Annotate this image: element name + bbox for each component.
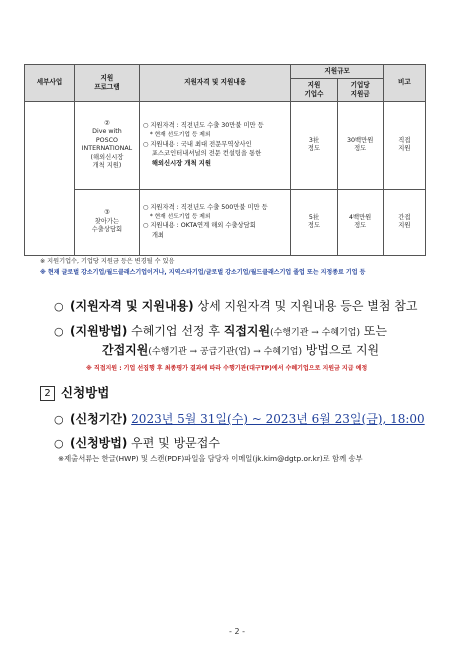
bullet-qualification <box>54 297 417 314</box>
qual-line: * 현재 선도기업 등 제외 <box>149 131 211 138</box>
type-cell-empty <box>25 101 75 255</box>
indirect-support-flow: (수행기관 → 공급기관(업) → 수혜기업) <box>148 347 302 357</box>
program-line: Dive with <box>92 128 122 136</box>
header-program <box>75 65 140 102</box>
program-line: (해외신시장 <box>90 153 124 161</box>
direct-support-label: 직접지원 <box>223 324 271 338</box>
qual-line: ○ 지원내용 : OKTA연계 해외 수출상담회 <box>142 222 256 230</box>
qual-line: 개최 <box>151 231 164 239</box>
section-title: 신청방법 <box>61 385 110 400</box>
header-type: 세부사업 <box>25 65 75 102</box>
bullet-method <box>54 322 387 339</box>
program-line: 찾아가는 <box>94 217 120 225</box>
table-note-exclusion: ※ 현재 글로벌 강소기업/월드클래스기업이거나, 지역스타기업/글로벌 강소기업/월드클래스기업 졸업 또는 지정종료 기업 등 <box>40 269 366 276</box>
section-number: 2 <box>40 386 55 401</box>
program-line: POSCO <box>95 136 118 144</box>
apply-method-value: 우편 및 방문접수 <box>127 436 220 450</box>
direct-support-red-note: ※ 직접지원 : 기업 선집행 후 최종평가 결과에 따라 수행기관(대구TP)에서 수혜기업으로 지원금 지급 예정 <box>86 365 368 372</box>
circle-bullet-icon: ○ <box>54 300 64 313</box>
count-cell: 5社 정도 <box>291 189 337 255</box>
header-qualification: 지원자격 및 지원내용 <box>139 65 291 102</box>
bullet-text: 상세 지원자격 및 지원내용 등은 별첨 참고 <box>193 299 418 313</box>
bullet-text: 수혜기업 선정 후 <box>127 324 224 338</box>
note-cell: 직접 지원 <box>383 101 425 189</box>
or-text: 또는 <box>359 324 387 338</box>
table-row <box>25 101 426 189</box>
program-line: ② <box>104 119 110 127</box>
program-line: 수출상담회 <box>91 226 123 234</box>
program-line: 개척 지원) <box>92 162 122 170</box>
bullet-label: (지원방법) <box>70 324 128 338</box>
amount-cell: 4백만원 정도 <box>337 189 383 255</box>
circle-bullet-icon: ○ <box>54 437 64 450</box>
header-program-text: 지원 프로그램 <box>94 73 120 91</box>
direct-support-red-note-wrap <box>86 359 367 373</box>
header-note: 비고 <box>383 65 425 102</box>
program-cell <box>75 189 140 255</box>
qual-line: 해외신시장 개척 지원 <box>151 159 211 167</box>
apply-method-label: (신청방법) <box>70 436 128 450</box>
qual-line: ○ 지원자격 : 직전년도 수출 30만불 미만 등 <box>142 122 264 130</box>
table-note-change: ※ 지원기업수, 기업당 지원금 등은 변경될 수 있음 <box>40 258 175 265</box>
header-count: 지원 기업수 <box>291 78 337 101</box>
table-row <box>25 189 426 255</box>
qual-line: 포스코인터내셔널의 전문 컨설팅을 통한 <box>151 150 262 158</box>
qual-line: * 현재 선도기업 등 제외 <box>149 213 211 220</box>
circle-bullet-icon: ○ <box>54 413 64 426</box>
header-amount: 기업당 지원금 <box>337 78 383 101</box>
period-label: (신청기간) <box>70 412 128 426</box>
submission-footnote: ※제출서류는 한글(HWP) 및 스캔(PDF)파일을 담당자 이메일(jk.kim@dgtp.or.kr)로 함께 송부 <box>58 454 363 463</box>
amount-cell: 30백만원 정도 <box>337 101 383 189</box>
program-line: ③ <box>104 209 110 217</box>
bullet-method-continued <box>102 341 379 358</box>
circle-bullet-icon: ○ <box>54 325 64 338</box>
bullet-period <box>54 410 425 427</box>
header-scale: 지원규모 <box>291 65 383 79</box>
bullet-label: (지원자격 및 지원내용) <box>70 299 194 313</box>
direct-support-flow: (수행기관 → 수혜기업) <box>270 328 360 338</box>
page-number: - 2 - <box>229 627 245 636</box>
qual-line: ○ 지원내용 : 국내 최대 전문무역상사인 <box>142 140 252 148</box>
support-program-table <box>24 64 426 256</box>
note-cell: 간접 지원 <box>383 189 425 255</box>
method-end-text: 방법으로 지원 <box>301 343 380 357</box>
section-heading <box>40 383 109 401</box>
period-value: 2023년 5월 31일(수) ~ 2023년 6월 23일(금), 18:00 <box>131 412 425 426</box>
qual-line: ○ 지원자격 : 직전년도 수출 500만불 미만 등 <box>142 204 268 212</box>
program-line: INTERNATIONAL <box>81 145 133 153</box>
indirect-support-label: 간접지원 <box>102 343 149 357</box>
count-cell: 3社 정도 <box>291 101 337 189</box>
qualification-cell <box>139 101 291 189</box>
qualification-cell <box>139 189 291 255</box>
program-cell <box>75 101 140 189</box>
bullet-apply-method <box>54 434 220 451</box>
